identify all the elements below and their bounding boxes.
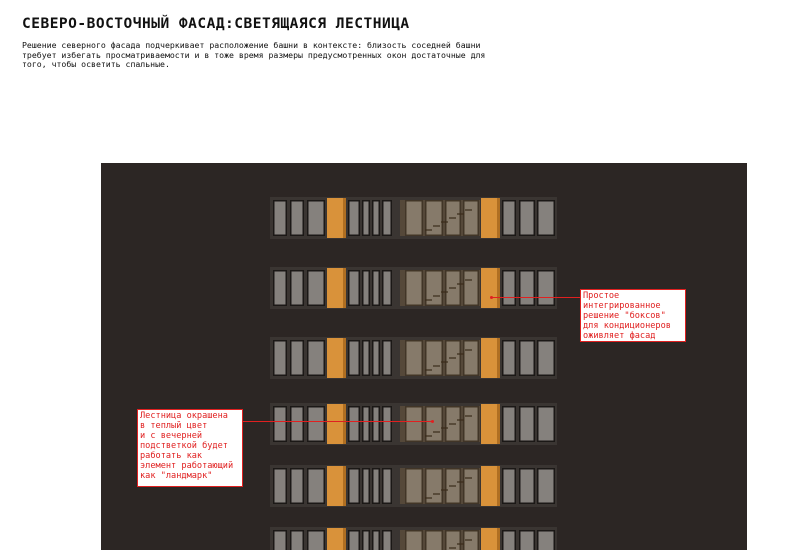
annotation-line: Лестница окрашена xyxy=(140,411,228,421)
description-line: требует избегать просматриваемости и в тоже время размеры предусмотренных окон достаточные для xyxy=(22,49,486,60)
annotation-line: работать как xyxy=(140,451,203,461)
page-title: СЕВЕРО-ВОСТОЧНЫЙ ФАСАД:СВЕТЯЩАЯСЯ ЛЕСТНИЦА xyxy=(22,16,410,32)
description-line: того, чтобы осветить спальные. xyxy=(22,59,170,70)
annotation-leader-ac xyxy=(492,297,581,298)
annotation-line: интегрированное xyxy=(583,301,661,311)
annotation-line: как "ландмарк" xyxy=(140,471,213,481)
annotation-line: оживляет фасад xyxy=(583,331,656,341)
facade-elevation xyxy=(101,163,747,550)
annotation-line: в теплый цвет xyxy=(140,421,208,431)
annotation-dot-stair xyxy=(431,420,434,423)
annotation-line: Простое xyxy=(583,291,620,301)
annotation-line: решение "боксов" xyxy=(583,311,666,321)
description xyxy=(22,41,582,70)
annotation-line: подстветкой будет xyxy=(140,441,228,451)
annotation-staircase xyxy=(137,409,243,487)
annotation-leader-stair xyxy=(243,421,433,422)
annotation-line: для кондиционеров xyxy=(583,321,671,331)
annotation-ac-boxes xyxy=(580,289,686,342)
annotation-line: элемент работающий xyxy=(140,461,234,471)
annotation-line: и с вечерней xyxy=(140,431,203,441)
annotation-dot-ac xyxy=(490,296,493,299)
description-line: Решение северного фасада подчеркивает расположение башни в контексте: близость соседней башни xyxy=(22,40,481,50)
